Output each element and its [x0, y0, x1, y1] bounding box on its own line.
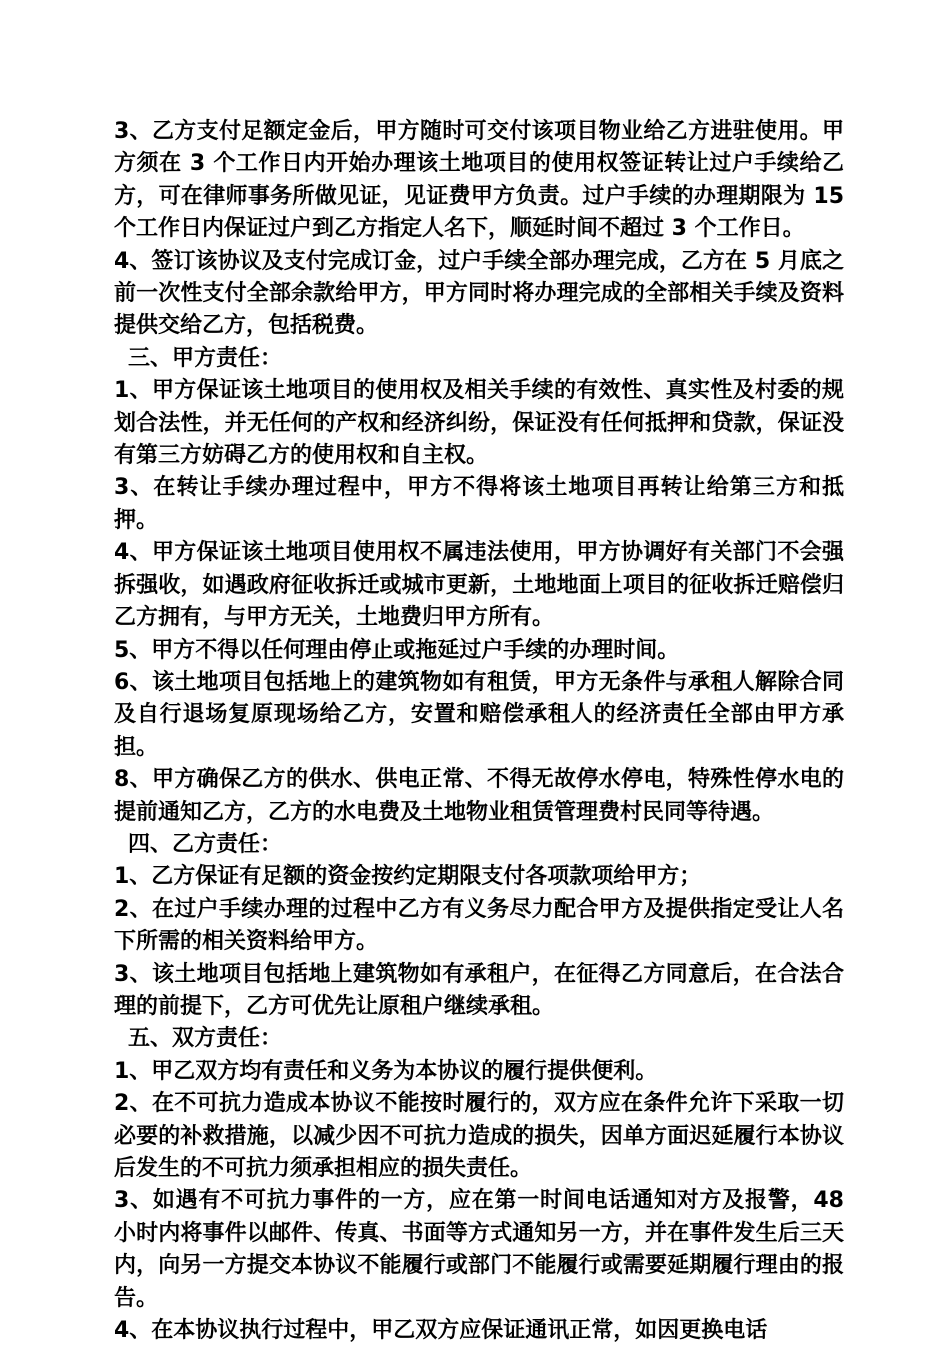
clause-a-no-retransfer: 3、在转让手续办理过程中，甲方不得将该土地项目再转让给第三方和抵押。: [114, 475, 844, 533]
clause-b-tenants: 3、该土地项目包括地上建筑物如有承租户，在征得乙方同意后，在合法合理的前提下，乙方可优先让原租户继续承租。: [114, 961, 844, 1019]
clause-both-facilitate: 1、甲乙双方均有责任和义务为本协议的履行提供便利。: [114, 1058, 658, 1084]
clause-a-lease-termination: 6、该土地项目包括地上的建筑物如有租赁，甲方无条件与承租人解除合同及自行退场复原现场给乙方，安置和赔偿承租人的经济责任全部由甲方承担。: [114, 669, 844, 760]
clause-a-validity: 1、甲方保证该土地项目的使用权及相关手续的有效性、真实性及村委的规划合法性，并无任何的产权和经济纠纷，保证没有任何抵押和贷款，保证没有第三方妨碍乙方的使用权和自主权。: [114, 378, 844, 469]
section-heading-party-a: 三、甲方责任：: [128, 345, 283, 371]
clause-a-legal-use: 4、甲方保证该土地项目使用权不属违法使用，甲方协调好有关部门不会强拆强收，如遇政府征收拆迁或城市更新，土地地面上项目的征收拆迁赔偿归乙方拥有，与甲方无关，土地费归甲方所有。: [114, 540, 844, 631]
clause-both-force-majeure: 2、在不可抗力造成本协议不能按时履行的，双方应在条件允许下采取一切必要的补救措施，以减少因不可抗力造成的损失，因单方面迟延履行本协议后发生的不可抗力须承担相应的损失责任。: [114, 1091, 844, 1181]
section-heading-both-parties: 五、双方责任：: [128, 1026, 283, 1052]
clause-b-cooperation: 2、在过户手续办理的过程中乙方有义务尽力配合甲方及提供指定受让人名下所需的相关资料给甲方。: [114, 896, 844, 955]
section-heading-party-b: 四、乙方责任：: [128, 831, 283, 857]
clause-both-notification: 3、如遇有不可抗力事件的一方，应在第一时间电话通知对方及报警，48 小时内将事件以邮件、传真、书面等方式通知另一方，并在事件发生后三天内，向另一方提交本协议不能履行或部门不能履行或需要延期履行理由的报告。: [114, 1188, 844, 1311]
clause-payment-handover: 3、乙方支付足额定金后，甲方随时可交付该项目物业给乙方进驻使用。甲方须在 3 个工作日内开始办理该土地项目的使用权签证转让过户手续给乙方，可在律师事务所做见证，见证费甲方负责。过户手续的办理期限为 15 个工作日内保证过户到乙方指定人名下，顺延时间不超过 3 个工作日。: [114, 119, 844, 242]
document-page: [114, 116, 844, 1347]
clause-balance-payment: 4、签订该协议及支付完成订金，过户手续全部办理完成，乙方在 5 月底之前一次性支付全部余款给甲方，甲方同时将办理完成的全部相关手续及资料提供交给乙方，包括税费。: [114, 248, 844, 339]
clause-a-utilities: 8、甲方确保乙方的供水、供电正常、不得无故停水停电，特殊性停水电的提前通知乙方，乙方的水电费及土地物业租赁管理费村民同等待遇。: [114, 767, 844, 825]
clause-b-funds: 1、乙方保证有足额的资金按约定期限支付各项款项给甲方；: [114, 864, 702, 890]
clause-a-no-delay: 5、甲方不得以任何理由停止或拖延过户手续的办理时间。: [114, 637, 680, 663]
clause-both-communication: 4、在本协议执行过程中，甲乙双方应保证通讯正常，如因更换电话: [114, 1318, 768, 1344]
